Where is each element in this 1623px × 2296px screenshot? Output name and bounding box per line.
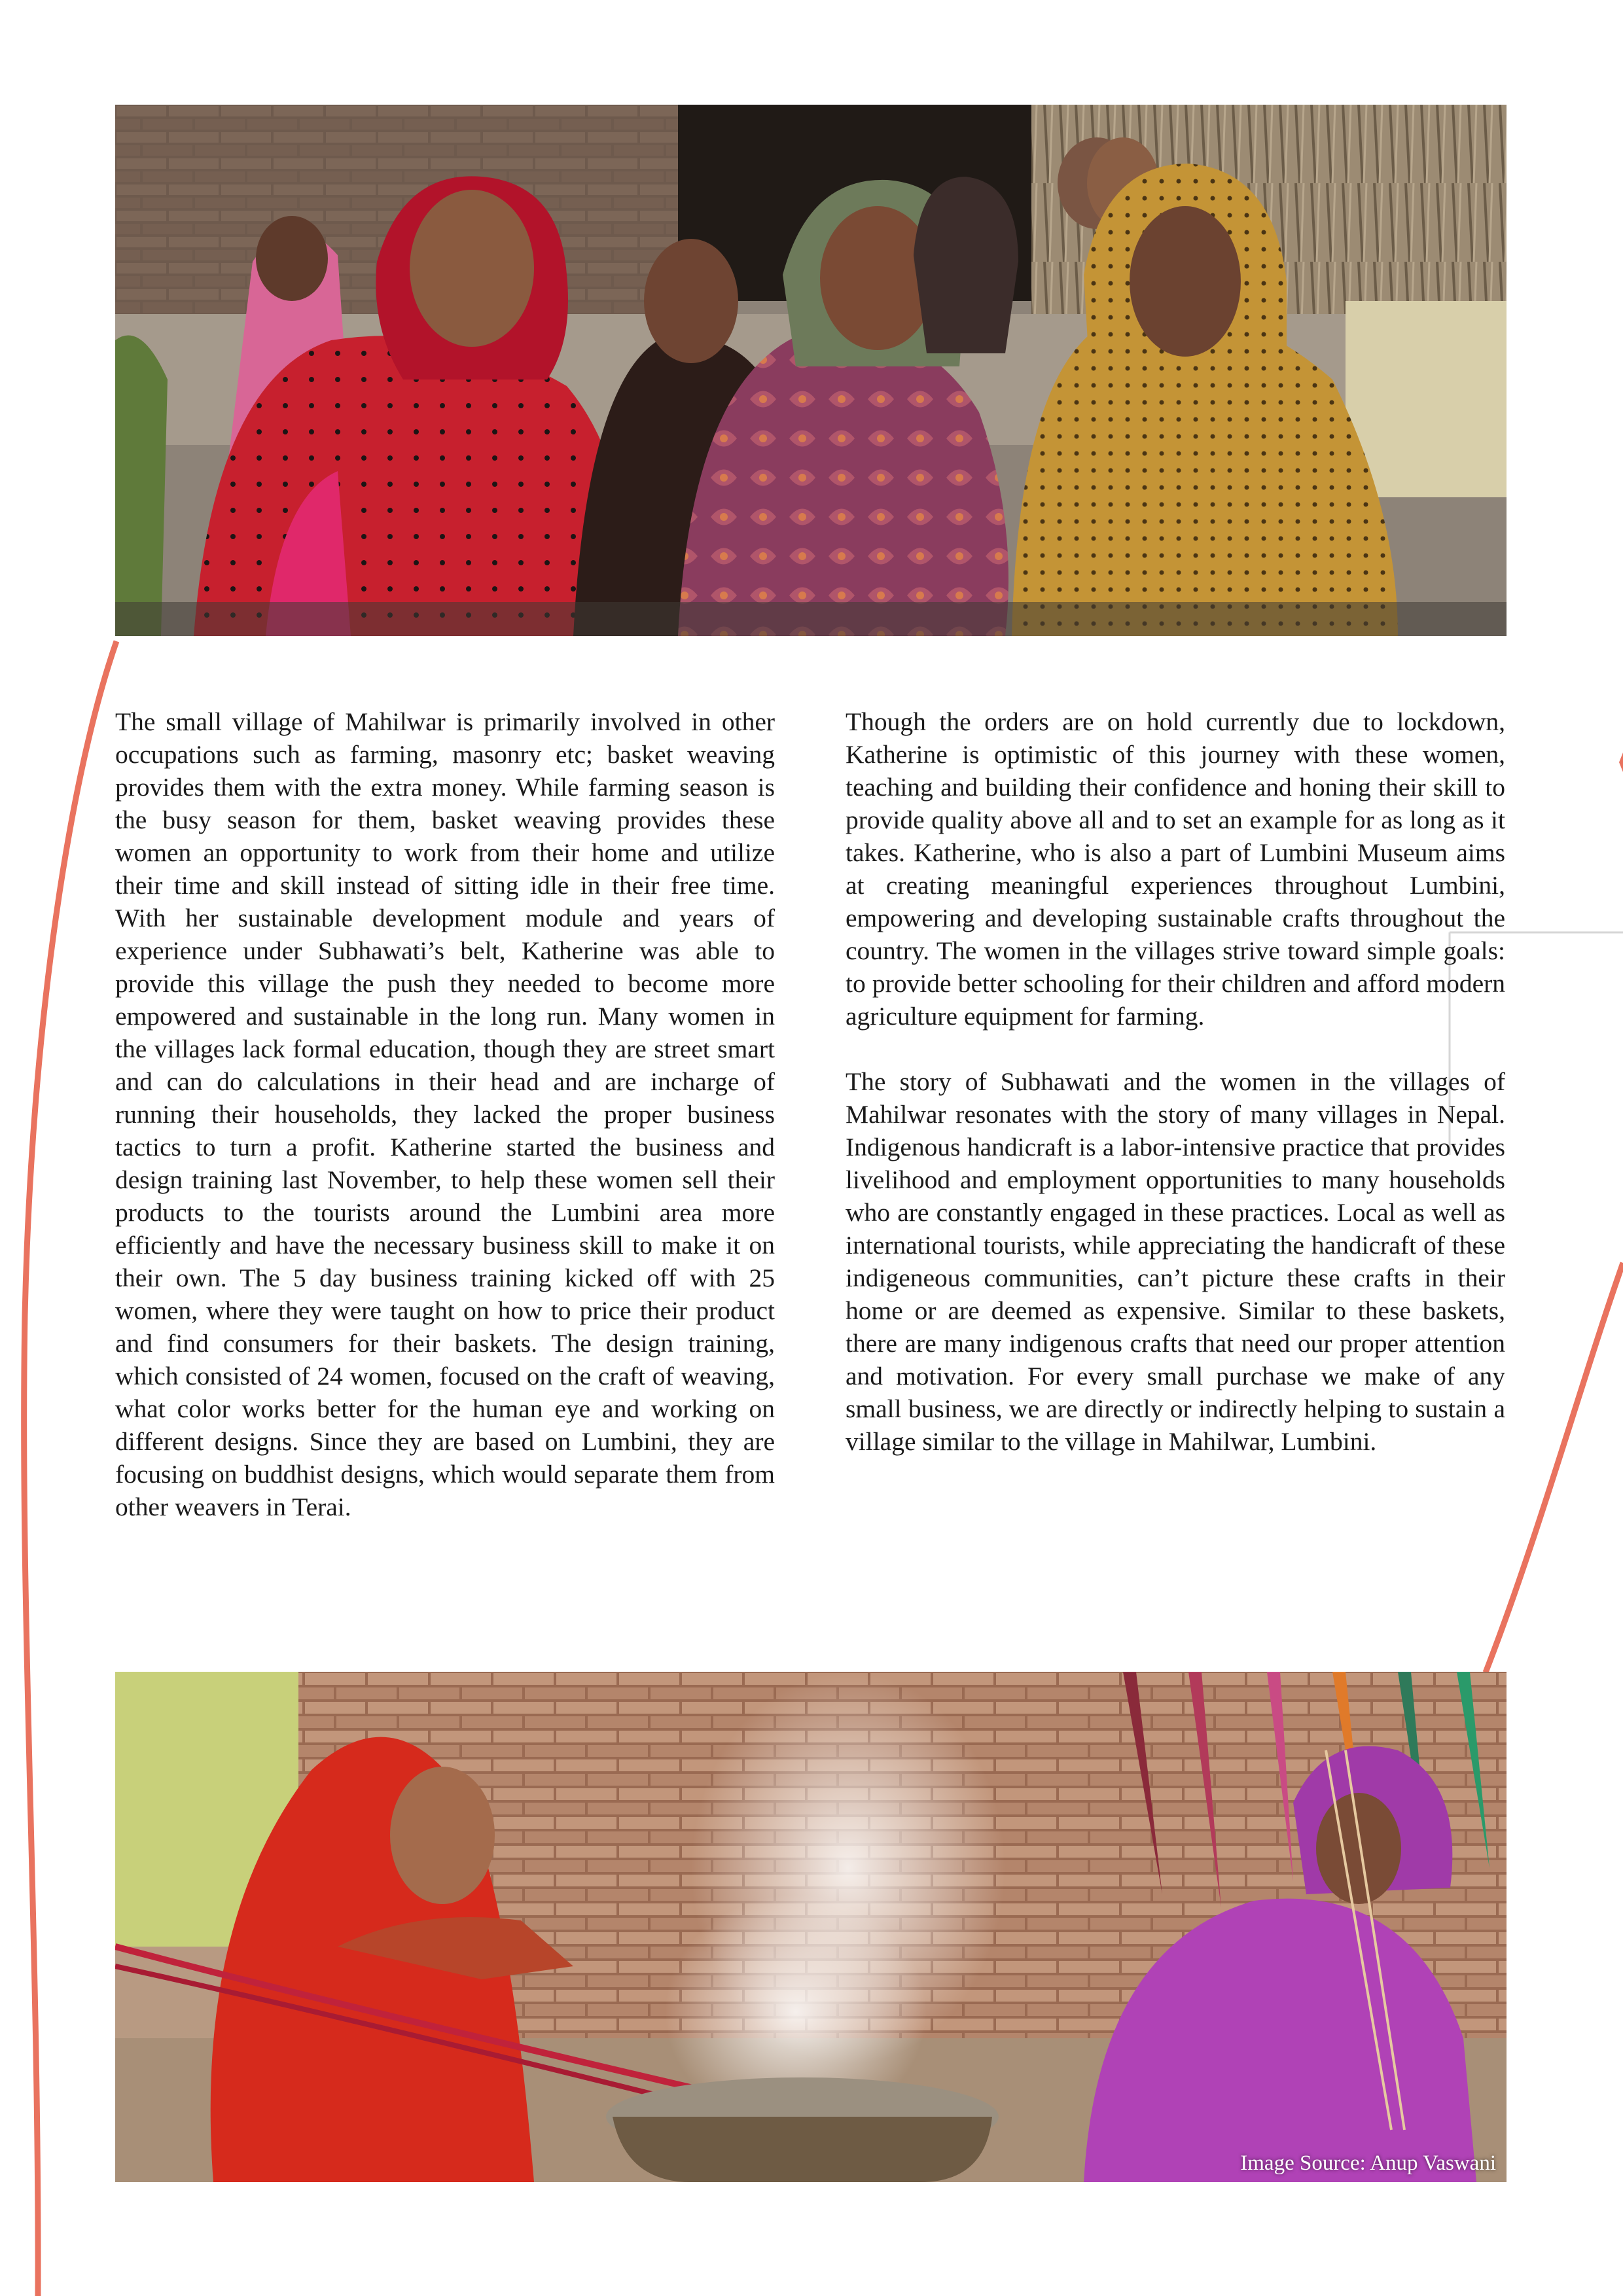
- top-photo: [115, 105, 1507, 636]
- paragraph-mahilwar: The small village of Mahilwar is primarily involved in other occupations such as farming, masonry etc; basket weaving provides them with the extra money. While farming season is the busy season for them, basket weaving provides these women an opportunity to work from their home and utilize their time and skill instead of sitting idle in their free time. With her sustainable development module and years of experience under Subhawati’s belt, Katherine was able to provide this village the push they needed to become more empowered and sustainable in the long run. Many women in the villages lack formal education, though they are street smart and can do calculations in their head and are incharge of running their households, they lacked the proper business tactics to turn a profit. Katherine started the business and design training last November, to help these women sell their products to the tourists around the Lumbini area more efficiently and have the necessary business skill to make it on their own. The 5 day business training kicked off with 25 women, where they were taught on how to price their product and find consumers for their baskets. The design training, which consisted of 24 women, focused on the craft of weaving, what color works better for the human eye and working on different designs. Since they are based on Lumbini, they are focusing on buddhist designs, which would separate them from other weavers in Terai.: [115, 707, 775, 1521]
- paragraph-katherine: Though the orders are on hold currently due to lockdown, Katherine is optimistic of this journey with these women, teaching and building their confidence and honing their skill to provide quality above all and to set an example for as long as it takes. Katherine, who is also a part of Lumbini Museum aims at creating meaningful experiences throughout Lumbini, empowering and developing sustainable crafts throughout the country. The women in the villages strive toward simple goals: to provide better schooling for their children and afford modern agriculture equipment for farming.: [846, 707, 1505, 1031]
- image-credit: Image Source: Anup Vaswani: [1240, 2151, 1496, 2175]
- paragraph-subhawati-story: The story of Subhawati and the women in the villages of Mahilwar resonates with the story of many villages in Nepal. Indigenous handicraft is a labor-intensive practice that provides livelihood and employment opportunities to many households who are constantly engaged in these practices. Local as well as international tourists, while appreciating the handicraft of these indigeneous communities, can’t picture these crafts in their home or are deemed as expensive. Similar to these baskets, there are many indigenous crafts that need our proper attention and motivation. For every small purchase we make of any small business, we are directly or indirectly helping to sustain a village similar to the village in Mahilwar, Lumbini.: [846, 1067, 1505, 1456]
- bottom-photo: [115, 1672, 1507, 2182]
- article-column-right: [846, 705, 1505, 1458]
- article-column-left: [115, 705, 775, 1523]
